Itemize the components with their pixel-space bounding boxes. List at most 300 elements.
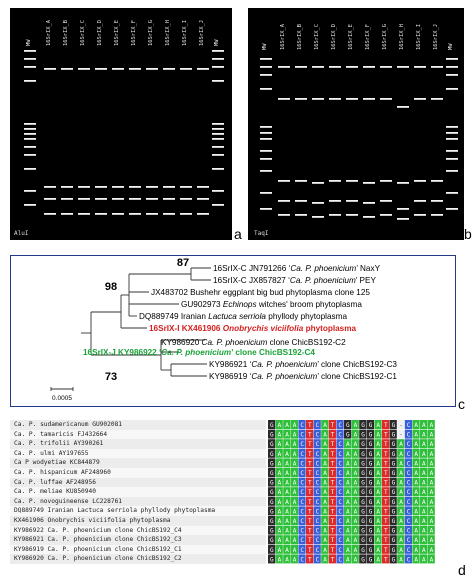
gel-band xyxy=(24,146,36,148)
gel-taqI-enzyme-label: TaqI xyxy=(254,230,269,237)
alignment-base-letter: A xyxy=(421,460,426,468)
alignment-base-letter: A xyxy=(323,537,327,545)
alignment-base-letter: A xyxy=(376,431,381,439)
alignment-sequence-name: Ca. P. ulmi AY197655 xyxy=(10,449,266,459)
alignment-base-letter: G xyxy=(269,460,274,468)
alignment-base-letter: A xyxy=(345,470,350,477)
alignment-base-letter: G xyxy=(368,489,373,497)
alignment-base-letter: G xyxy=(361,508,365,516)
alignment-base-letter: T xyxy=(330,460,335,468)
alignment-base-letter: A xyxy=(277,431,282,439)
alignment-base-letter: C xyxy=(315,479,320,487)
alignment-base-letter: A xyxy=(399,441,403,449)
alignment-base-letter: G xyxy=(391,527,396,535)
gel-lane-label: 16SrIX_C xyxy=(80,20,86,46)
alignment-base-letter: A xyxy=(376,422,381,429)
alignment-base-letter: A xyxy=(414,489,419,497)
alignment-base-letter: C xyxy=(300,527,305,535)
phylogenetic-tree-panel xyxy=(10,255,456,407)
alignment-base-letter: A xyxy=(285,527,289,535)
gel-band xyxy=(363,202,375,204)
alignment-base-letter: A xyxy=(376,479,381,487)
alignment-base-letter: C xyxy=(300,441,305,449)
alignment-base-letter: A xyxy=(429,508,434,516)
gel-band xyxy=(414,66,426,68)
gel-band xyxy=(446,58,458,60)
gel-band xyxy=(212,128,224,130)
alignment-base-letter: A xyxy=(292,527,297,535)
alignment-base-letter: C xyxy=(300,546,305,554)
alignment-base-letter: A xyxy=(345,498,350,506)
gel-band xyxy=(329,66,341,68)
gel-band xyxy=(24,204,36,206)
alignment-base-letter: A xyxy=(421,546,426,554)
alignment-base-letter: A xyxy=(399,546,403,554)
alignment-base-letter: A xyxy=(277,470,282,477)
gel-band xyxy=(446,126,458,128)
gel-band xyxy=(260,138,272,140)
gel-band xyxy=(346,200,358,202)
alignment-base-letter: G xyxy=(269,508,274,516)
alignment-base-letter: A xyxy=(414,422,419,429)
gel-band xyxy=(329,98,341,100)
alignment-base-letter: T xyxy=(383,422,388,429)
alignment-base-letter: A xyxy=(414,537,419,545)
gel-band xyxy=(212,190,224,192)
gel-band xyxy=(346,66,358,68)
alignment-base-letter: C xyxy=(406,441,411,449)
gel-band xyxy=(446,208,458,210)
gel-band xyxy=(44,68,56,70)
gel-band xyxy=(260,192,272,194)
gel-band xyxy=(329,200,341,202)
gel-band xyxy=(397,66,409,68)
gel-band xyxy=(163,186,175,188)
gel-band xyxy=(446,132,458,134)
alignment-base-letter: A xyxy=(292,479,297,487)
alignment-base-letter: C xyxy=(338,470,343,477)
gel-aluI-enzyme-label: AluI xyxy=(14,230,29,237)
gel-band xyxy=(260,150,272,152)
alignment-base-letter: A xyxy=(292,441,297,449)
alignment-base-letter: A xyxy=(421,431,426,439)
alignment-base-letter: G xyxy=(269,441,274,449)
gel-lane-label: 16SrIX_C xyxy=(314,24,320,50)
alignment-base-letter: A xyxy=(429,431,434,439)
alignment-base-letter: A xyxy=(323,431,327,439)
gel-lane-label: 16SrIX_E xyxy=(114,20,120,46)
alignment-base-letter: A xyxy=(277,450,282,458)
alignment-base-letter: A xyxy=(353,479,358,487)
alignment-base-letter: C xyxy=(300,556,305,564)
alignment-base-letter: G xyxy=(361,556,365,564)
alignment-base-letter: A xyxy=(399,556,403,564)
gel-aluI xyxy=(10,8,232,240)
alignment-base-letter: A xyxy=(353,431,358,439)
gel-band xyxy=(78,198,90,200)
gel-band xyxy=(197,68,209,70)
alignment-base-letter: T xyxy=(383,441,388,449)
alignment-base-letter: C xyxy=(406,431,411,439)
alignment-base-letter: A xyxy=(353,546,358,554)
alignment-base-letter: A xyxy=(399,470,403,477)
gel-band xyxy=(380,98,392,100)
alignment-base-letter: G xyxy=(368,441,373,449)
alignment-base-letter: A xyxy=(353,460,358,468)
alignment-base-letter: A xyxy=(399,498,403,506)
alignment-base-letter: T xyxy=(307,460,312,468)
alignment-base-letter: G xyxy=(368,508,373,516)
alignment-base-letter: T xyxy=(330,479,335,487)
alignment-base-letter: A xyxy=(414,450,419,458)
alignment-sequence-name: Ca. P. luffae AF248956 xyxy=(10,478,266,488)
gel-band xyxy=(397,106,409,108)
alignment-base-letter: A xyxy=(429,450,434,458)
gel-band xyxy=(212,138,224,140)
alignment-base-letter: C xyxy=(300,431,305,439)
alignment-base-letter: A xyxy=(323,441,327,449)
tree-taxon-label: KY986921 ‘Ca. P. phoenicium’ clone ChicBS192-C3 xyxy=(209,360,397,369)
alignment-base-letter: T xyxy=(383,470,388,477)
alignment-base-letter: G xyxy=(345,431,350,439)
alignment-base-letter: A xyxy=(376,470,381,477)
alignment-base-letter: T xyxy=(307,537,312,545)
alignment-base-letter: T xyxy=(330,546,335,554)
alignment-base-letter: G xyxy=(368,556,373,564)
alignment-base-letter: C xyxy=(406,527,411,535)
alignment-base-letter: C xyxy=(406,508,411,516)
alignment-base-letter: A xyxy=(277,498,282,506)
bootstrap-value: 87 xyxy=(176,257,190,269)
gel-band xyxy=(431,98,443,100)
alignment-base-letter: G xyxy=(368,498,373,506)
gel-band xyxy=(312,182,324,184)
alignment-base-letter: G xyxy=(269,470,274,477)
alignment-base-letter: C xyxy=(406,556,411,564)
alignment-base-letter: G xyxy=(391,470,396,477)
gel-band xyxy=(112,198,124,200)
gel-band xyxy=(397,218,409,220)
alignment-base-letter: C xyxy=(315,422,320,429)
scale-bar-label: 0.0005 xyxy=(52,395,72,402)
alignment-base-letter: G xyxy=(361,489,365,497)
alignment-base-letter: C xyxy=(338,479,343,487)
alignment-base-letter: A xyxy=(414,556,419,564)
alignment-sequence-name: KY986922 Ca. P. phoenicium clone ChicBS192_C4 xyxy=(10,526,266,536)
alignment-base-letter: A xyxy=(399,479,403,487)
gel-aluI-image xyxy=(10,8,232,240)
alignment-base-letter: A xyxy=(376,450,381,458)
alignment-base-letter: T xyxy=(330,508,335,516)
alignment-base-letter: A xyxy=(323,460,327,468)
gel-band xyxy=(431,180,443,182)
alignment-base-letter: T xyxy=(383,527,388,535)
alignment-base-letter: A xyxy=(429,441,434,449)
alignment-base-letter: C xyxy=(338,489,343,497)
gel-band xyxy=(112,186,124,188)
tree-taxon-label: 16SrIX-J KY986922 ‘Ca. P. phoenicium’ clone ChicBS192-C4 xyxy=(83,348,315,357)
alignment-base-letter: C xyxy=(300,518,305,525)
gel-band xyxy=(346,180,358,182)
alignment-base-letter: A xyxy=(323,479,327,487)
gel-band xyxy=(380,66,392,68)
alignment-base-letter: A xyxy=(292,489,297,497)
gel-lane-label: 16SrIX_B xyxy=(63,20,69,46)
alignment-base-letter: G xyxy=(391,441,396,449)
alignment-base-letter: A xyxy=(421,518,426,525)
alignment-base-letter: C xyxy=(406,450,411,458)
gel-band xyxy=(180,198,192,200)
alignment-base-letter: A xyxy=(285,470,289,477)
alignment-base-letter: A xyxy=(323,556,327,564)
alignment-base-letter: C xyxy=(300,498,305,506)
alignment-base-letter: A xyxy=(285,489,289,497)
gel-band xyxy=(278,98,290,100)
gel-band xyxy=(446,170,458,172)
alignment-base-letter: C xyxy=(338,556,343,564)
alignment-base-letter: C xyxy=(315,518,320,525)
tree-taxon-label: 16SrIX-C JX857827 ‘Ca. P. phoenicium’ PEY xyxy=(213,276,376,285)
gel-band xyxy=(163,68,175,70)
alignment-base-letter: A xyxy=(421,508,426,516)
gel-band xyxy=(24,168,36,170)
alignment-base-letter: A xyxy=(421,441,426,449)
alignment-base-letter: G xyxy=(368,537,373,545)
alignment-base-letter: A xyxy=(292,431,297,439)
gel-band xyxy=(260,58,272,60)
gel-lane-label: 16SrIX_J xyxy=(433,24,439,50)
gel-band xyxy=(129,198,141,200)
alignment-base-letter: A xyxy=(292,518,297,525)
alignment-base-letter: A xyxy=(345,518,350,525)
alignment-base-letter: C xyxy=(338,450,343,458)
alignment-base-letter: C xyxy=(338,498,343,506)
gel-band xyxy=(180,68,192,70)
alignment-base-letter: A xyxy=(421,537,426,545)
gel-band xyxy=(431,66,443,68)
alignment-base-letter: A xyxy=(277,479,282,487)
alignment-base-letter: C xyxy=(406,422,411,429)
alignment-base-letter: T xyxy=(307,470,312,477)
alignment-base-letter: A xyxy=(292,460,297,468)
alignment-base-letter: C xyxy=(300,460,305,468)
alignment-base-letter: A xyxy=(376,441,381,449)
alignment-base-letter: A xyxy=(345,441,350,449)
alignment-base-letter: T xyxy=(383,431,388,439)
gel-band xyxy=(24,128,36,130)
alignment-base-letter: G xyxy=(269,527,274,535)
alignment-base-letter: A xyxy=(399,460,403,468)
alignment-base-letter: C xyxy=(338,537,343,545)
alignment-base-letter: T xyxy=(330,431,335,439)
alignment-base-letter: A xyxy=(277,489,282,497)
alignment-base-letter: C xyxy=(338,546,343,554)
alignment-base-letter: T xyxy=(307,450,312,458)
alignment-base-letter: A xyxy=(277,460,282,468)
alignment-base-letter: G xyxy=(391,556,396,564)
alignment-base-letter: A xyxy=(414,508,419,516)
gel-band xyxy=(446,138,458,140)
alignment-base-letter: G xyxy=(368,460,373,468)
alignment-base-letter: G xyxy=(391,518,396,525)
bootstrap-value: 98 xyxy=(104,281,118,293)
alignment-base-letter: T xyxy=(383,489,388,497)
gel-band xyxy=(260,132,272,134)
gel-band xyxy=(260,126,272,128)
gel-band xyxy=(24,138,36,140)
gel-band xyxy=(312,216,324,218)
alignment-base-letter: G xyxy=(391,489,396,497)
alignment-base-letter: A xyxy=(399,537,403,545)
alignment-base-letter: A xyxy=(285,498,289,506)
alignment-base-letter: C xyxy=(406,479,411,487)
gel-band xyxy=(431,200,443,202)
alignment-base-letter: A xyxy=(292,537,297,545)
alignment-base-letter: A xyxy=(323,498,327,506)
alignment-base-letter: A xyxy=(414,479,419,487)
alignment-base-letter: T xyxy=(383,479,388,487)
alignment-base-letter: T xyxy=(330,556,335,564)
gel-band xyxy=(414,98,426,100)
gel-band xyxy=(212,50,224,52)
gel-band xyxy=(212,168,224,170)
alignment-base-letter: A xyxy=(376,489,381,497)
alignment-base-letter: C xyxy=(315,441,320,449)
alignment-base-letter: C xyxy=(315,546,320,554)
alignment-base-letter: A xyxy=(285,460,289,468)
gel-band xyxy=(431,214,443,216)
gel-band xyxy=(397,182,409,184)
alignment-base-letter: A xyxy=(285,431,289,439)
alignment-base-letter: G xyxy=(269,498,274,506)
gel-band xyxy=(312,66,324,68)
gel-band xyxy=(363,98,375,100)
gel-band xyxy=(380,214,392,216)
alignment-base-letter: A xyxy=(414,498,419,506)
gel-band xyxy=(380,200,392,202)
alignment-base-letter: A xyxy=(429,489,434,497)
alignment-base-letter: T xyxy=(307,498,312,506)
gel-band xyxy=(329,214,341,216)
alignment-base-letter: A xyxy=(421,470,426,477)
alignment-base-letter: A xyxy=(429,479,434,487)
gel-band xyxy=(397,208,409,210)
gel-band xyxy=(44,198,56,200)
alignment-base-letter: A xyxy=(277,422,282,429)
gel-band xyxy=(95,186,107,188)
gel-band xyxy=(363,216,375,218)
alignment-base-letter: A xyxy=(414,518,419,525)
gel-band xyxy=(363,182,375,184)
alignment-base-letter: C xyxy=(300,422,305,429)
alignment-base-letter: G xyxy=(391,422,396,429)
alignment-base-letter: A xyxy=(353,527,358,535)
gel-lane-label: 16SrIX_H xyxy=(165,20,171,46)
gel-lane-label: MW xyxy=(214,39,220,46)
alignment-base-letter: T xyxy=(383,508,388,516)
alignment-base-letter: G xyxy=(368,546,373,554)
bootstrap-value: 73 xyxy=(104,371,118,383)
gel-band xyxy=(312,98,324,100)
gel-band xyxy=(146,213,158,215)
alignment-base-letter: G xyxy=(391,508,396,516)
alignment-base-letter: C xyxy=(315,527,320,535)
gel-band xyxy=(180,186,192,188)
alignment-base-letter: T xyxy=(330,527,335,535)
alignment-base-letter: - xyxy=(399,422,403,429)
alignment-base-letter: G xyxy=(368,450,373,458)
alignment-base-letter: A xyxy=(399,508,403,516)
gel-band xyxy=(295,200,307,202)
alignment-base-letter: A xyxy=(399,450,403,458)
gel-band xyxy=(446,88,458,90)
gel-lane-label: 16SrIX_E xyxy=(348,24,354,50)
alignment-base-letter: A xyxy=(421,556,426,564)
gel-band xyxy=(446,66,458,68)
alignment-base-letter: A xyxy=(285,518,289,525)
alignment-base-letter: A xyxy=(292,470,297,477)
gel-band xyxy=(260,74,272,76)
gel-band xyxy=(212,154,224,156)
gel-band xyxy=(180,213,192,215)
alignment-base-letter: A xyxy=(414,441,419,449)
alignment-base-letter: T xyxy=(307,479,312,487)
alignment-base-letter: T xyxy=(307,422,312,429)
alignment-base-letter: A xyxy=(421,479,426,487)
alignment-base-letter: C xyxy=(338,508,343,516)
alignment-base-letter: A xyxy=(429,527,434,535)
alignment-base-letter: G xyxy=(345,422,350,429)
alignment-base-letter: G xyxy=(361,422,365,429)
alignment-base-letter: T xyxy=(383,518,388,525)
alignment-base-letter: A xyxy=(353,489,358,497)
phylogenetic-tree xyxy=(11,256,455,406)
alignment-base-letter: A xyxy=(421,489,426,497)
alignment-base-letter: A xyxy=(277,518,282,525)
alignment-base-letter: A xyxy=(399,518,403,525)
panel-letter-c: c xyxy=(458,396,465,412)
alignment-base-letter: G xyxy=(361,537,365,545)
alignment-base-letter: T xyxy=(383,450,388,458)
alignment-base-letter: A xyxy=(376,537,381,545)
gel-band xyxy=(61,198,73,200)
tree-taxon-label: KY986919 ‘Ca. P. phoenicium’ clone ChicBS192-C1 xyxy=(209,372,397,381)
alignment-base-letter: A xyxy=(345,508,350,516)
gel-band xyxy=(212,133,224,135)
alignment-base-letter: G xyxy=(269,431,274,439)
alignment-base-letter: A xyxy=(429,498,434,506)
gel-lane-label: MW xyxy=(262,43,268,50)
alignment-base-letter: A xyxy=(353,450,358,458)
alignment-base-letter: A xyxy=(353,556,358,564)
gel-band xyxy=(95,198,107,200)
alignment-base-letter: T xyxy=(307,546,312,554)
gel-band xyxy=(446,150,458,152)
gel-band xyxy=(24,58,36,60)
alignment-base-letter: T xyxy=(307,489,312,497)
alignment-base-letter: G xyxy=(391,498,396,506)
alignment-base-letter: T xyxy=(330,470,335,477)
gel-lane-label: MW xyxy=(448,43,454,50)
alignment-base-letter: G xyxy=(361,546,365,554)
gel-band xyxy=(146,186,158,188)
alignment-sequence-name: Ca. P. novoguineense LC228761 xyxy=(10,497,266,507)
alignment-base-letter: A xyxy=(429,537,434,545)
alignment-base-letter: G xyxy=(361,441,365,449)
alignment-base-letter: A xyxy=(292,498,297,506)
alignment-base-letter: T xyxy=(307,508,312,516)
gel-band xyxy=(329,180,341,182)
